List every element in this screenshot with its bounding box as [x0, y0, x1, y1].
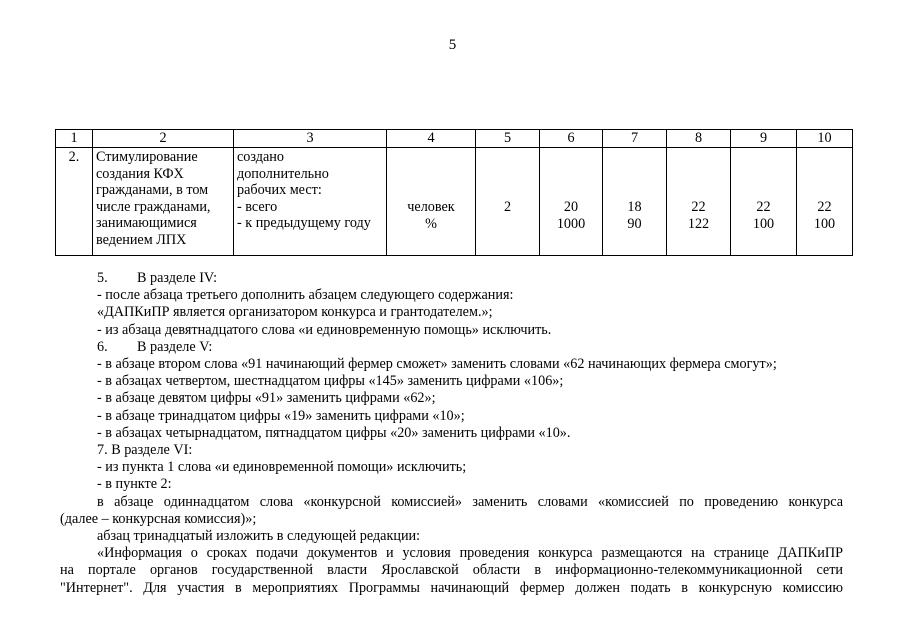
- section-6-heading: [97, 339, 843, 356]
- value-cell-col7: [603, 148, 667, 256]
- paragraph: абзац тринадцатый изложить в следующей редакции:: [97, 528, 421, 545]
- indicator-line: создано: [237, 149, 284, 165]
- header-cell: 8: [667, 130, 731, 148]
- indicator-cell: [234, 148, 387, 256]
- paragraph: «Информация о сроках подачи документов и условия проведения конкурса размещаются на странице ДАПКиПР: [97, 545, 843, 562]
- section-7-heading: 7. В разделе VI:: [97, 442, 193, 459]
- unit-cell: [387, 148, 476, 256]
- paragraph: - в абзаце девятом цифры «91» заменить цифрами «62»;: [97, 390, 436, 407]
- value-line: 18: [627, 199, 642, 215]
- value-cell-col9: [731, 148, 797, 256]
- paragraph: «ДАПКиПР является организатором конкурса и грантодателем.»;: [97, 304, 493, 321]
- section-number: 5.: [97, 270, 108, 286]
- paragraph: - из пункта 1 слова «и единовременной помощи» исключить;: [97, 459, 467, 476]
- header-cell: 10: [797, 130, 853, 148]
- value-line: 1000: [556, 215, 586, 232]
- paragraph: - в абзаце тринадцатом цифры «19» заменить цифрами «10»;: [97, 407, 465, 424]
- table-row: [56, 148, 853, 256]
- row-number-cell: 2.: [56, 148, 93, 256]
- header-cell: 7: [603, 130, 667, 148]
- table-header-row: [56, 130, 853, 148]
- paragraph: - в пункте 2:: [97, 476, 172, 493]
- indicators-table: [55, 129, 853, 256]
- paragraph: - после абзаца третьего дополнить абзацем следующего содержания:: [97, 287, 514, 304]
- value-line: 122: [687, 215, 710, 232]
- value-line: 22: [691, 199, 706, 215]
- amendment-text: [60, 270, 843, 597]
- value-line: 90: [627, 215, 642, 232]
- value-line: 20: [563, 199, 579, 215]
- paragraph: - в абзацах четырнадцатом, пятнадцатом цифры «20» заменить цифрами «10».: [97, 424, 571, 441]
- header-cell: 2: [93, 130, 234, 148]
- indicator-line: - к предыдущему году: [237, 215, 371, 231]
- header-cell: 3: [234, 130, 387, 148]
- value-line: 2: [503, 199, 512, 215]
- header-cell: 1: [56, 130, 93, 148]
- paragraph: "Интернет". Для участия в мероприятиях Программы начинающий фермер должен подать в конкурсную комиссию: [60, 579, 843, 596]
- value-line: 100: [813, 215, 836, 232]
- value-cell-col6: [540, 148, 603, 256]
- unit-line: %: [425, 215, 437, 232]
- paragraph: - в абзацах четвертом, шестнадцатом цифры «145» заменить цифрами «106»;: [97, 373, 564, 390]
- value-cell-col8: [667, 148, 731, 256]
- paragraph: - в абзаце втором слова «91 начинающий фермер сможет» заменить словами «62 начинающих фермера смогут»;: [97, 356, 777, 373]
- paragraph: в абзаце одиннадцатом слова «конкурсной комиссией» заменить словами «комиссией по проведению конкурса: [97, 493, 843, 510]
- section-title: В разделе IV:: [137, 270, 218, 286]
- measure-name-cell: [93, 148, 234, 256]
- value-line: 22: [756, 199, 771, 215]
- section-number: 6.: [97, 338, 108, 355]
- section-5-heading: [97, 270, 843, 287]
- indicator-line: - всего: [237, 198, 278, 215]
- measure-name-line: создания КФХ: [96, 165, 184, 182]
- unit-line: человек: [407, 199, 455, 215]
- header-cell: 9: [731, 130, 797, 148]
- indicator-line: дополнительно: [237, 165, 329, 182]
- header-cell: 4: [387, 130, 476, 148]
- measure-name-line: ведением ЛПХ: [96, 231, 187, 248]
- indicator-line: рабочих мест:: [237, 182, 322, 198]
- value-line: 22: [817, 199, 832, 215]
- section-title: В разделе V:: [137, 338, 213, 355]
- measure-name-line: Стимулирование: [96, 149, 198, 165]
- header-cell: 5: [476, 130, 540, 148]
- value-line: 100: [752, 215, 775, 232]
- measure-name-line: гражданами, в том: [96, 182, 209, 198]
- measure-name-line: занимающимися: [96, 215, 197, 231]
- measure-name-line: числе гражданами,: [96, 198, 211, 215]
- paragraph: (далее – конкурсная комиссия)»;: [60, 510, 257, 527]
- page-number: 5: [448, 37, 457, 53]
- value-cell-col10: [797, 148, 853, 256]
- value-cell-col5: [476, 148, 540, 256]
- header-cell: 6: [540, 130, 603, 148]
- paragraph: - из абзаца девятнадцатого слова «и единовременную помощь» исключить.: [97, 321, 552, 338]
- paragraph: на портале органов государственной власти Ярославской области в информационно-телекоммуникационной сети: [60, 562, 843, 579]
